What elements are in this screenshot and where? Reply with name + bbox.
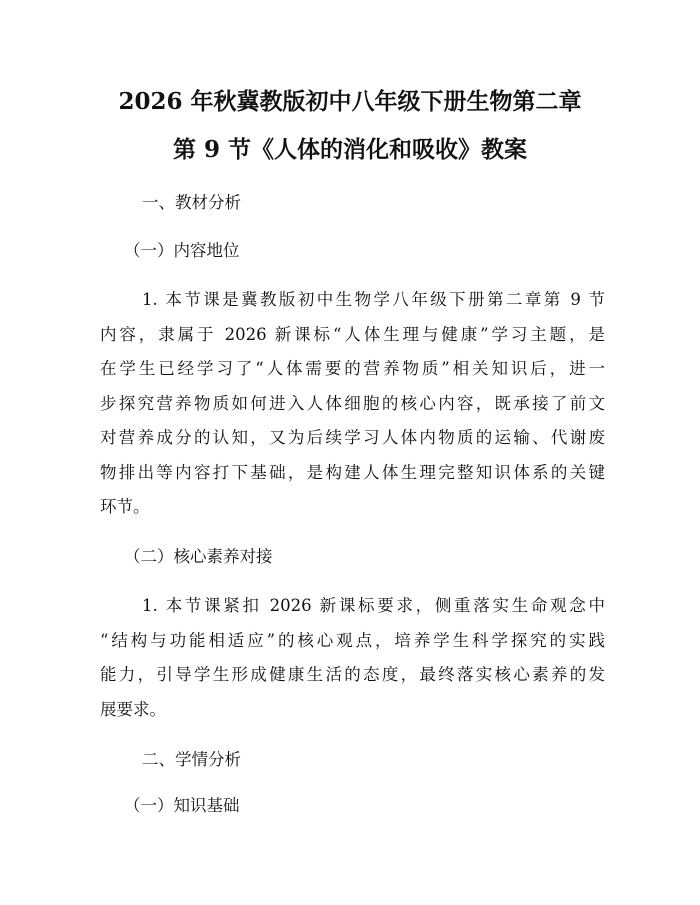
paragraph-line: 对营养成分的认知，又为后续学习人体内物质的运输、代谢废 — [100, 428, 605, 447]
subsection-heading-knowledge-foundation: （一）知识基础 — [124, 796, 240, 815]
subsection-heading-core-literacy: （二）核心素养对接 — [124, 547, 273, 566]
paragraph-core-literacy — [100, 589, 605, 727]
section-heading-learning-situation-analysis: 二、学情分析 — [142, 750, 241, 769]
subsection-heading-content-position: （一）内容地位 — [124, 241, 240, 260]
document-title-line-2: 第 9 节《人体的消化和吸收》教案 — [172, 136, 528, 163]
section-heading-teaching-material-analysis: 一、教材分析 — [142, 193, 241, 212]
paragraph-line: 能力，引导学生形成健康生活的态度，最终落实核心素养的发 — [100, 665, 605, 684]
paragraph-line: 内容，隶属于 2026 新课标“人体生理与健康”学习主题，是 — [100, 324, 605, 344]
paragraph-line: 1. 本节课是冀教版初中生物学八年级下册第二章第 9 节 — [142, 290, 605, 309]
paragraph-line: 在学生已经学习了“人体需要的营养物质”相关知识后，进一 — [100, 359, 605, 378]
paragraph-content-position — [100, 283, 605, 525]
paragraph-line: 展要求。 — [100, 699, 166, 719]
paragraph-line: 1. 本节课紧扣 2026 新课标要求，侧重落实生命观念中 — [142, 596, 605, 615]
paragraph-line: 环节。 — [100, 497, 150, 516]
paragraph-line: 步探究营养物质如何进入人体细胞的核心内容，既承接了前文 — [100, 393, 605, 413]
paragraph-line: 物排出等内容打下基础，是构建人体生理完整知识体系的关键 — [100, 462, 605, 482]
document-title-line-1: 2026 年秋冀教版初中八年级下册生物第二章 — [118, 88, 582, 115]
paragraph-line: “结构与功能相适应”的核心观点，培养学生科学探究的实践 — [100, 630, 605, 650]
